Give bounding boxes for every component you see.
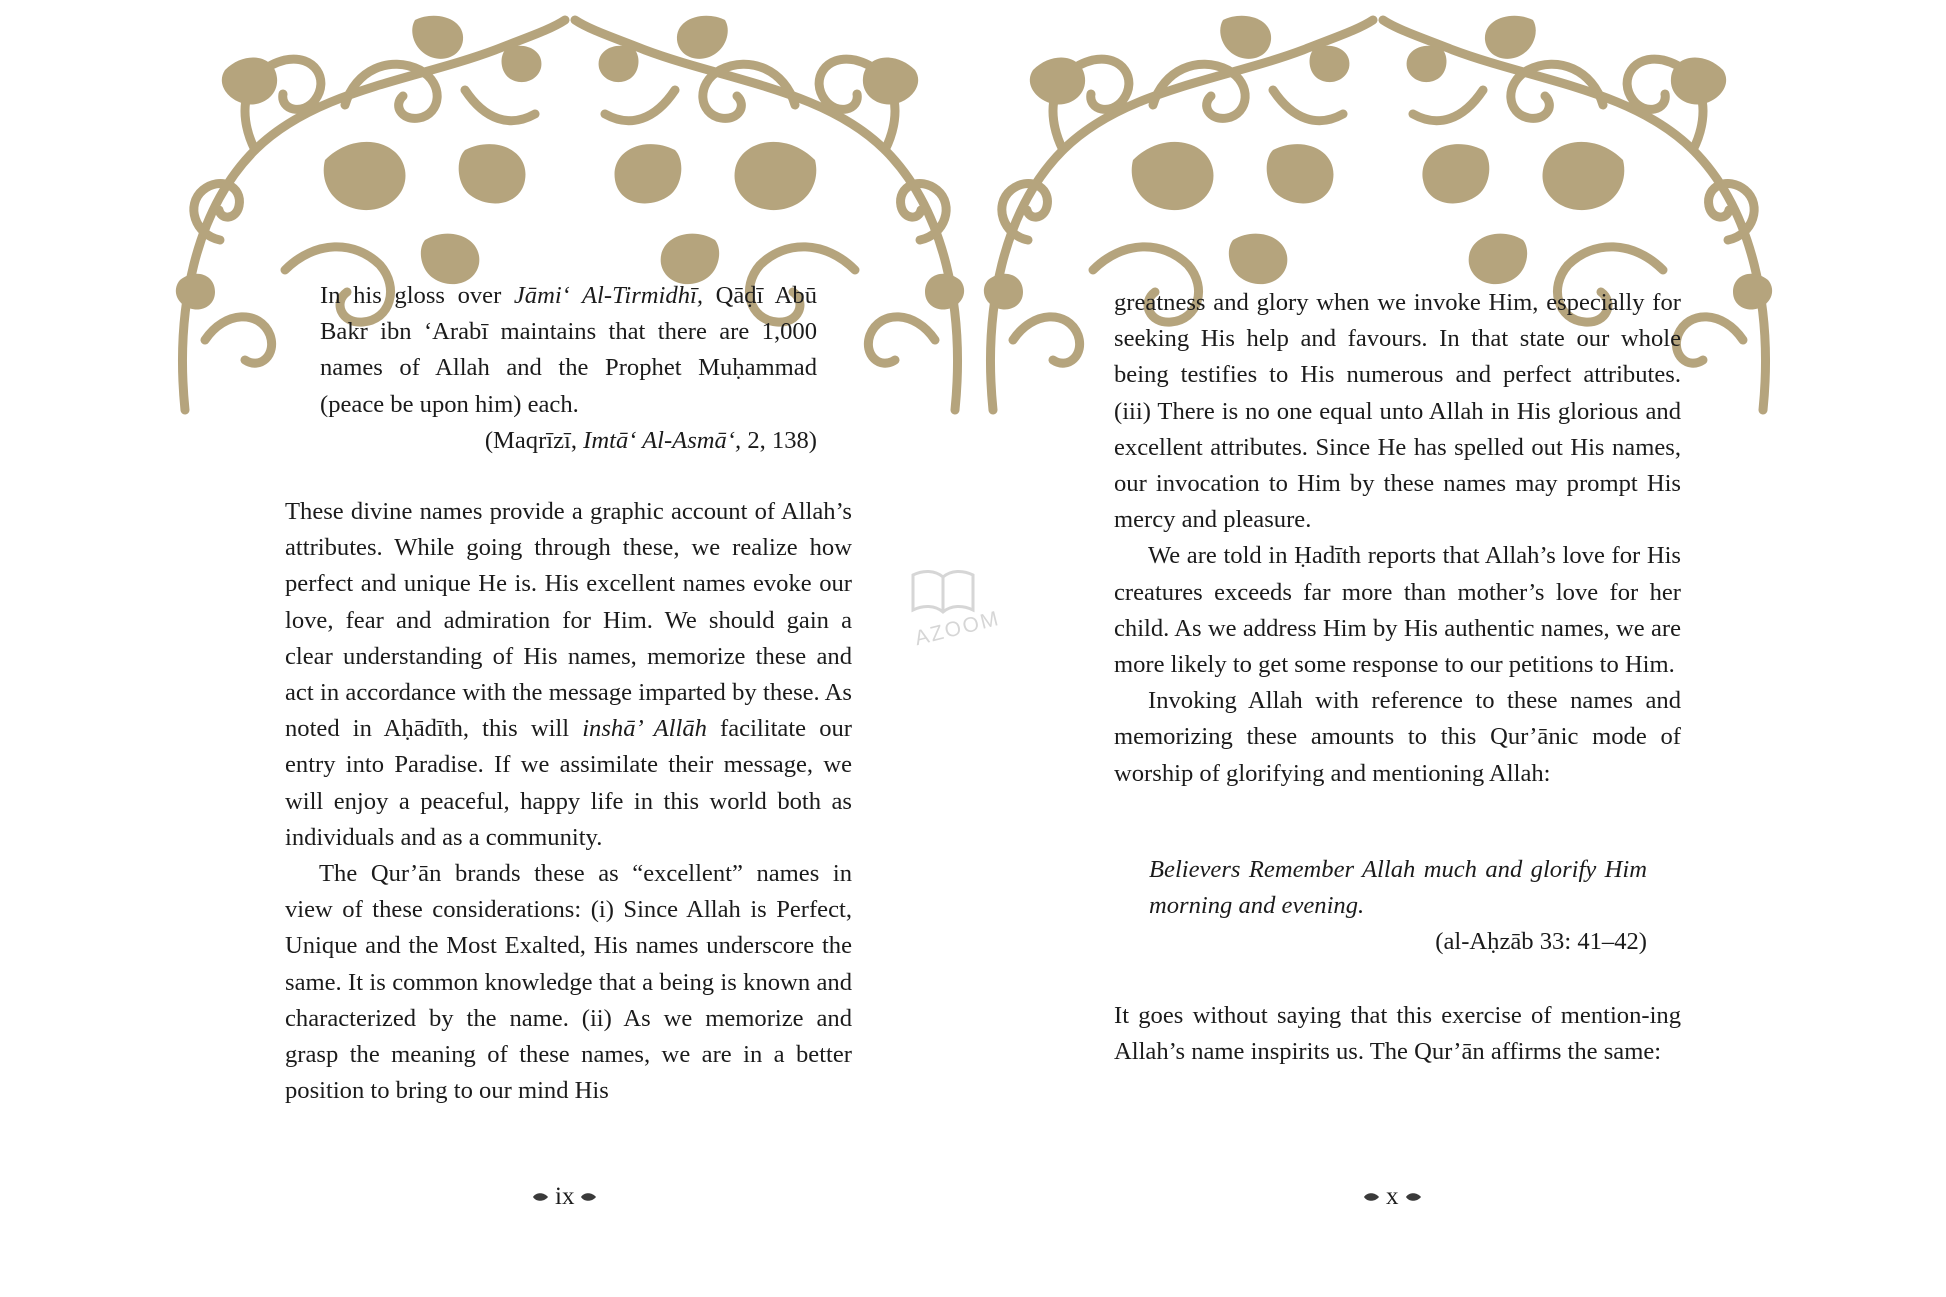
right-body-text [1114, 285, 1681, 792]
right-citation: (al-Aḥzāb 33: 41–42) [1435, 928, 1647, 956]
quran-quote: Believers Remember Allah much and glorify Him morning and evening. [1149, 856, 1647, 920]
left-citation: (Maqrīzī, Imtā‘ Al-Asmā‘, 2, 138) [484, 426, 817, 454]
quote-line: In his gloss over Jāmi‘ Al-Tirmidhī, Qāḍī Abū [320, 282, 817, 309]
quote-line: (peace be upon him) each. [320, 390, 579, 418]
quote-line: names of Allah and the Prophet Muḥammad [320, 354, 817, 382]
body-paragraph: The Qur’ān brands these as “excellent” names in view of these considerations: (i) Since Allah is Perfect, Unique and the Most Exalted, His names underscore the same. It is common knowledge that a being is known and characterized by the name. (ii) As we memorize and grasp the meaning of these names, we are in a better position to bring to our mind His [285, 860, 852, 1105]
right-tail-text [1114, 998, 1681, 1070]
body-paragraph: It goes without saying that this exercise of mention-ing Allah’s name inspirits us. The Qur’ān affirms the same: [1114, 1002, 1681, 1066]
body-paragraph: These divine names provide a graphic account of Allah’s attributes. While going through these, we realize how perfect and unique He is. His excellent names evoke our love, fear and admiration for Him. We should gain a clear understanding of His names, memorize these and act in accordance with the message imparted by these. As noted in Aḥādīth, this will inshā’ Allāh facilitate our entry into Paradise. If we assimilate their message, we will enjoy a peaceful, happy life in this world both as individuals and as a community. [285, 498, 852, 851]
folio-number: ix [555, 1183, 575, 1210]
body-paragraph: greatness and glory when we invoke Him, especially for seeking His help and favours. In that state our whole being testifies to His numerous and perfect attributes. (iii) There is no one equal unto Allah in His glorious and excellent attributes. Since He has spelled out His names, our invocation to Him by these names may prompt His mercy and pleasure. [1114, 289, 1681, 534]
leaf-ornament-icon [1405, 1192, 1422, 1202]
left-quote-block [320, 278, 817, 459]
page-number [532, 1183, 597, 1211]
body-paragraph: We are told in Ḥadīth reports that Allah’s love for His creatures exceeds far more than mother’s love for her child. As we address Him by His authentic names, we are more likely to get some response to our petitions to Him. [1114, 542, 1681, 679]
quran-quote-block [1149, 852, 1647, 961]
watermark-text: AZOOM [912, 606, 1003, 651]
right-page [973, 0, 1946, 1297]
left-body-text [285, 494, 852, 1109]
leaf-ornament-icon [1363, 1192, 1380, 1202]
body-paragraph: Invoking Allah with reference to these names and memorizing these amounts to this Qur’ānic mode of worship of glorifying and mentioning Allah: [1114, 687, 1681, 787]
quote-line: Bakr ibn ‘Arabī maintains that there are 1,000 [320, 318, 817, 346]
page-number [1363, 1183, 1422, 1211]
leaf-ornament-icon [580, 1192, 597, 1202]
open-book-icon [908, 565, 978, 620]
leaf-ornament-icon [532, 1192, 549, 1202]
folio-number: x [1386, 1183, 1399, 1210]
